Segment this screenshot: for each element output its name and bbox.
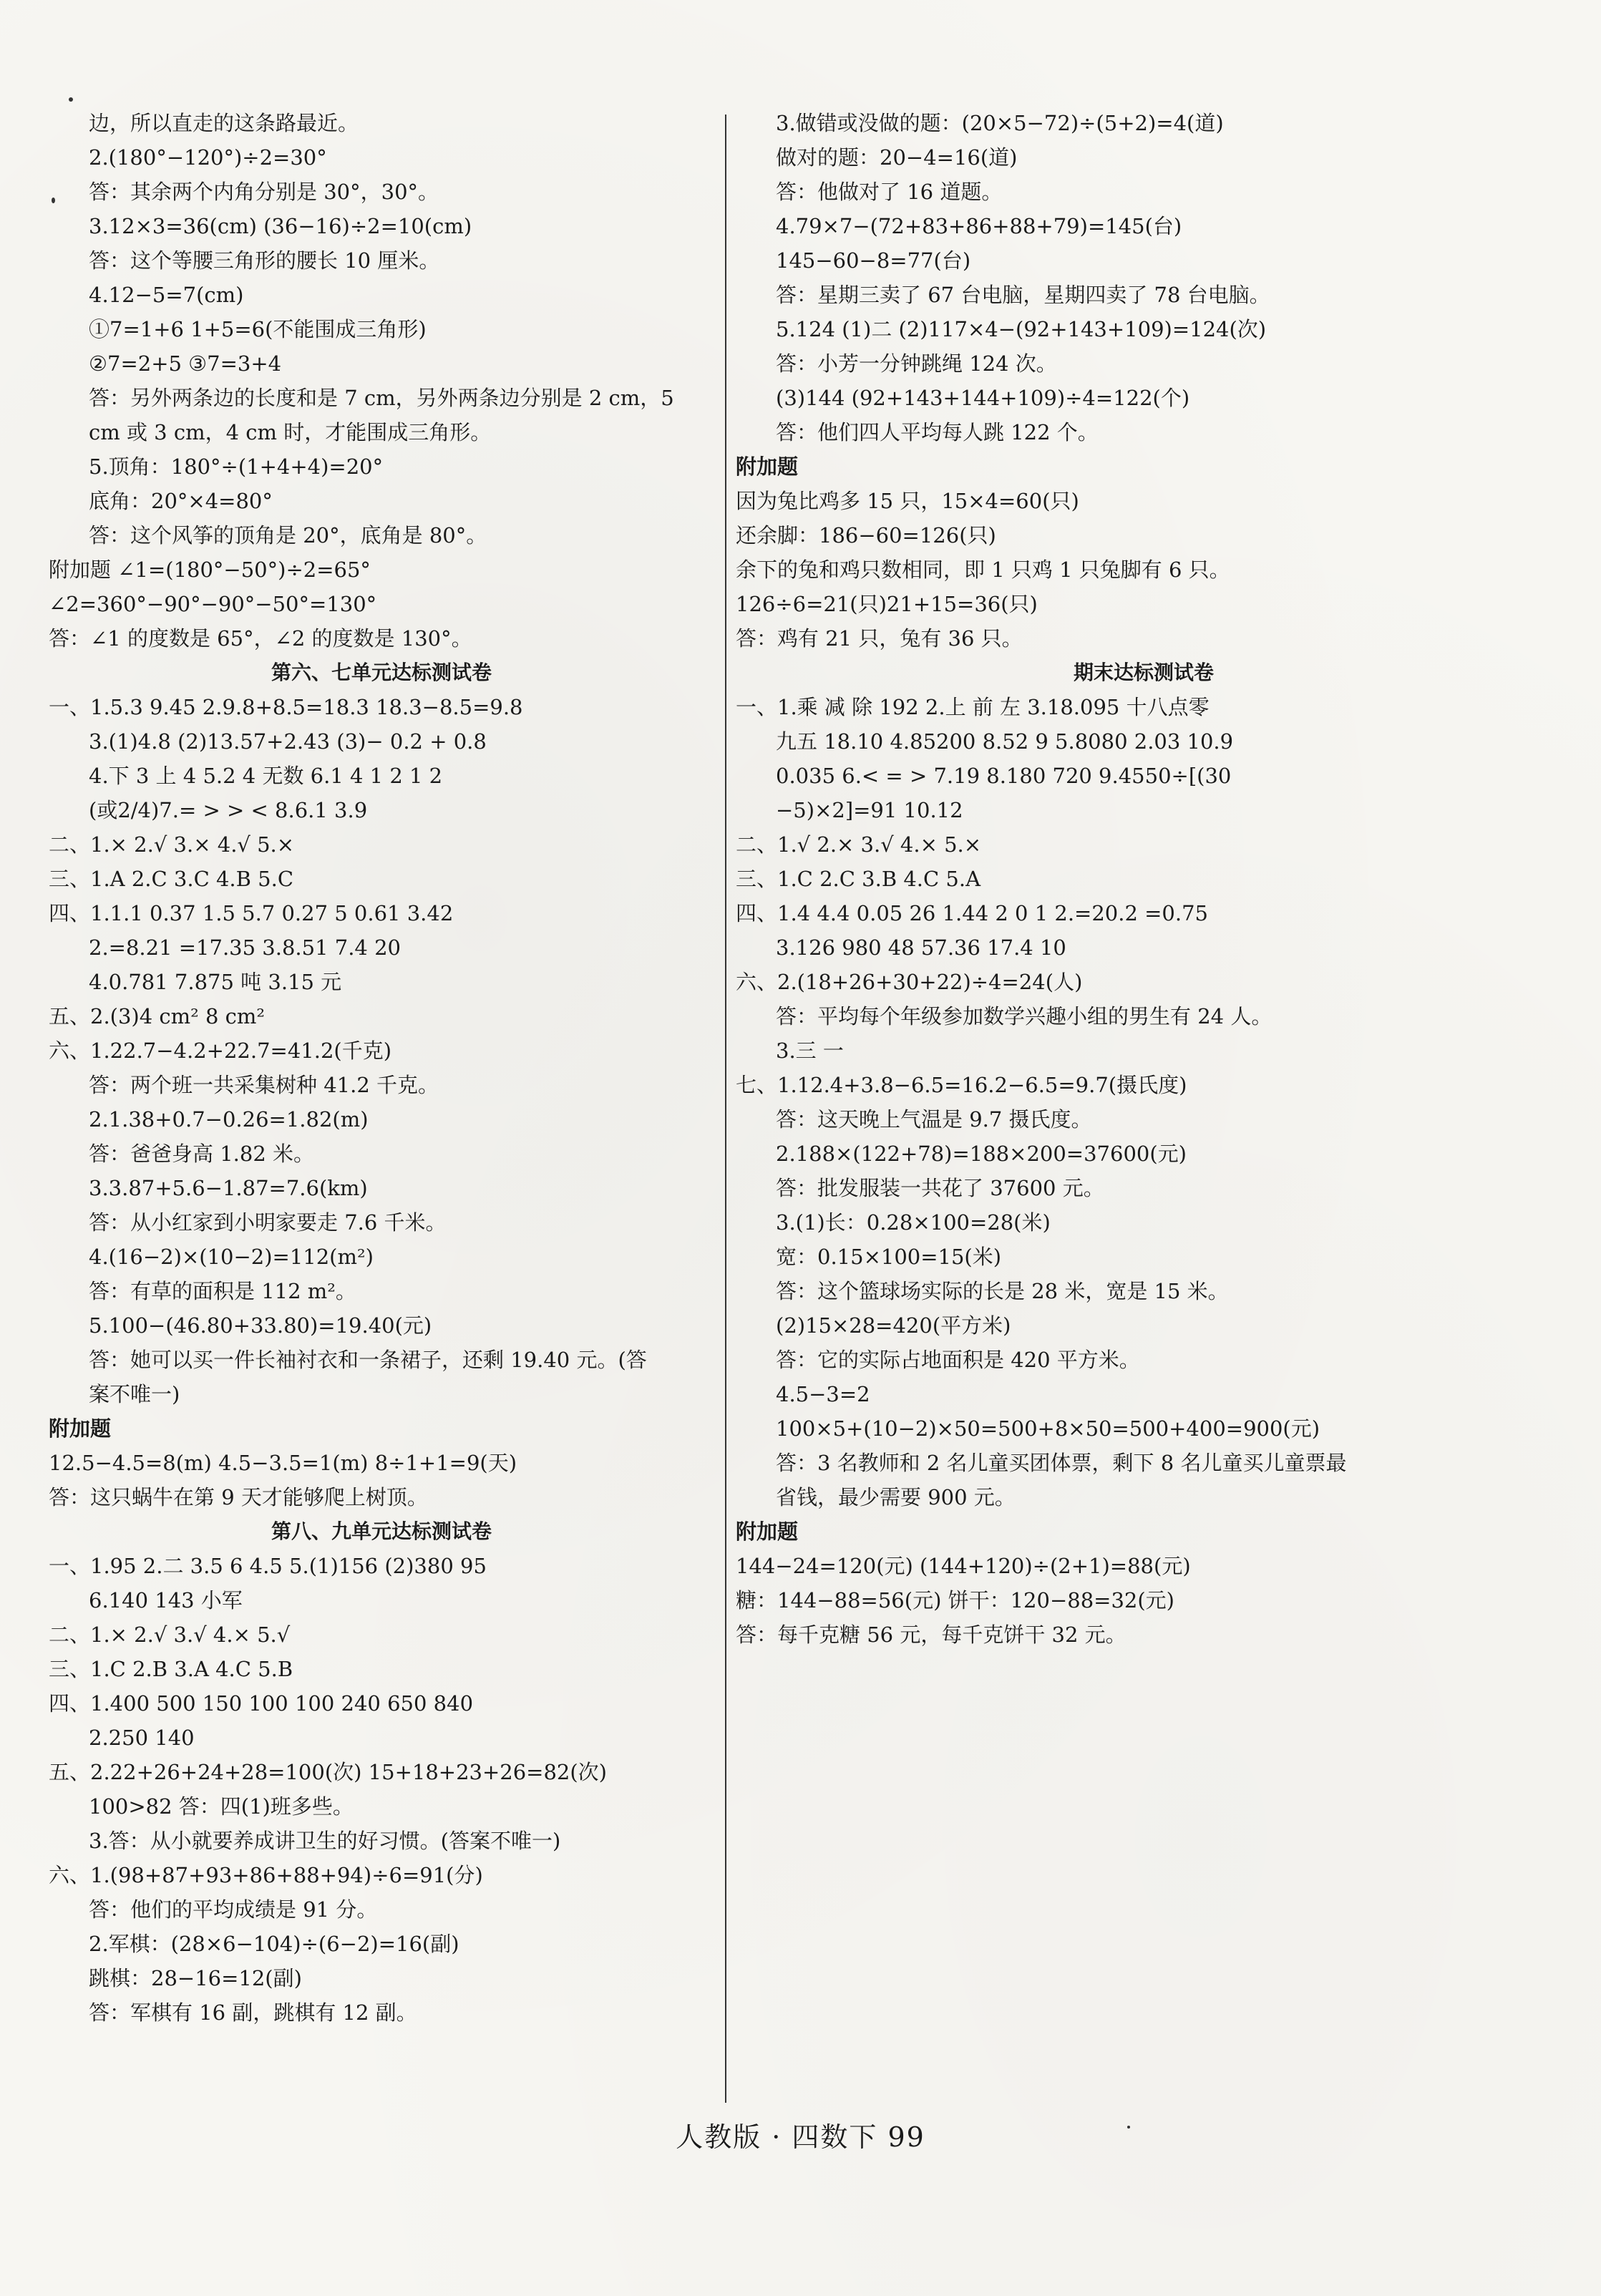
section-heading: 期末达标测试卷 — [1073, 661, 1214, 684]
answer-line: 3.做错或没做的题：(20×5−72)÷(5+2)=4(道) — [776, 111, 1224, 135]
answer-line: 二、1.× 2.√ 3.√ 4.× 5.√ — [49, 1623, 291, 1647]
answer-line: 五、2.22+26+24+28=100(次) 15+18+23+26=82(次) — [49, 1760, 607, 1784]
answer-line: 100>82 答：四(1)班多些。 — [89, 1794, 354, 1819]
answer-line: 附加题 — [49, 1416, 112, 1441]
answer-line: 3.(1)4.8 (2)13.57+2.43 (3)− 0.2 + 0.8 — [89, 729, 487, 754]
answer-line: 2.250 140 — [89, 1726, 195, 1750]
answer-line: 五、2.(3)4 cm² 8 cm² — [49, 1004, 266, 1028]
answer-line: 答：有草的面积是 112 m²。 — [89, 1279, 356, 1303]
answer-line: 4.0.781 7.875 吨 3.15 元 — [89, 970, 342, 994]
answer-line: (或2/4)7.= > > < 8.6.1 3.9 — [89, 798, 368, 822]
answer-line: 4.79×7−(72+83+86+88+79)=145(台) — [776, 214, 1182, 238]
answer-line: 2.1.38+0.7−0.26=1.82(m) — [89, 1107, 369, 1132]
answer-line: 答：这只蜗牛在第 9 天才能够爬上树顶。 — [49, 1485, 428, 1509]
section-heading: 第八、九单元达标测试卷 — [271, 1519, 492, 1543]
answer-line: 一、1.乘 减 除 192 2.上 前 左 3.18.095 十八点零 — [736, 695, 1210, 719]
answer-line: 六、1.22.7−4.2+22.7=41.2(千克) — [49, 1038, 392, 1063]
answer-line: 2.=8.21 =17.35 3.8.51 7.4 20 — [89, 935, 401, 960]
answer-line: 6.140 143 小军 — [89, 1588, 243, 1612]
answer-line: 宽：0.15×100=15(米) — [776, 1245, 1002, 1269]
answer-line: 3.3.87+5.6−1.87=7.6(km) — [89, 1176, 368, 1200]
answer-line: 145−60−8=77(台) — [776, 248, 971, 273]
answer-line: 答：它的实际占地面积是 420 平方米。 — [776, 1348, 1140, 1372]
right-column — [736, 106, 1552, 1652]
answer-line: 四、1.400 500 150 100 100 240 650 840 — [49, 1691, 474, 1716]
answer-line: ①7=1+6 1+5=6(不能围成三角形) — [89, 317, 427, 341]
answer-line: 答：他们四人平均每人跳 122 个。 — [776, 420, 1099, 444]
answer-line: 七、1.12.4+3.8−6.5=16.2−6.5=9.7(摄氏度) — [736, 1073, 1187, 1097]
answer-line: 答：小芳一分钟跳绳 124 次。 — [776, 351, 1057, 376]
answer-line: 附加题 ∠1=(180°−50°)÷2=65° — [49, 558, 371, 582]
section-heading: 第六、七单元达标测试卷 — [271, 661, 492, 684]
answer-line: ∠2=360°−90°−90°−50°=130° — [49, 592, 377, 616]
answer-line: 5.顶角：180°÷(1+4+4)=20° — [89, 454, 384, 479]
answer-line: 三、1.A 2.C 3.C 4.B 5.C — [49, 867, 294, 891]
answer-line: 答：这个篮球场实际的长是 28 米，宽是 15 米。 — [776, 1279, 1229, 1303]
answer-line: 答：鸡有 21 只，兔有 36 只。 — [736, 626, 1023, 651]
answer-line: 144−24=120(元) (144+120)÷(2+1)=88(元) — [736, 1554, 1191, 1578]
answer-line: 边，所以直走的这条路最近。 — [89, 111, 359, 135]
answer-line: 100×5+(10−2)×50=500+8×50=500+400=900(元) — [776, 1416, 1320, 1441]
answer-line: 底角：20°×4=80° — [89, 489, 273, 513]
answer-line: 答：每千克糖 56 元，每千克饼干 32 元。 — [736, 1623, 1126, 1647]
left-column — [49, 106, 714, 2030]
answer-line: 2.军棋：(28×6−104)÷(6−2)=16(副) — [89, 1932, 459, 1956]
answer-line: (2)15×28=420(平方米) — [776, 1313, 1011, 1338]
answer-line: 答：他做对了 16 道题。 — [776, 180, 1003, 204]
answer-line: 一、1.95 2.二 3.5 6 4.5 5.(1)156 (2)380 95 — [49, 1554, 487, 1578]
answer-line: 答：这天晚上气温是 9.7 摄氏度。 — [776, 1107, 1092, 1132]
answer-line: 2.(180°−120°)÷2=30° — [89, 145, 327, 170]
scan-speck — [1127, 2126, 1130, 2129]
column-divider — [725, 115, 726, 2103]
answer-line: 四、1.4 4.4 0.05 26 1.44 2 0 1 2.=20.2 =0.75 — [736, 901, 1209, 925]
answer-line: 附加题 — [736, 454, 799, 479]
answer-line: 余下的兔和鸡只数相同，即 1 只鸡 1 只兔脚有 6 只。 — [736, 558, 1230, 582]
answer-line: 答：军棋有 16 副，跳棋有 12 副。 — [89, 2000, 417, 2025]
answer-line: 案不唯一) — [89, 1382, 180, 1406]
answer-line: 答：从小红家到小明家要走 7.6 千米。 — [89, 1210, 447, 1235]
answer-line: 四、1.1.1 0.37 1.5 5.7 0.27 5 0.61 3.42 — [49, 901, 454, 925]
answer-line: 3.三 一 — [776, 1038, 844, 1063]
answer-line: 省钱，最少需要 900 元。 — [776, 1485, 1016, 1509]
answer-line: 糖：144−88=56(元) 饼干：120−88=32(元) — [736, 1588, 1174, 1612]
answer-line: 二、1.× 2.√ 3.× 4.√ 5.× — [49, 832, 295, 857]
answer-line: 4.下 3 上 4 5.2 4 无数 6.1 4 1 2 1 2 — [89, 764, 443, 788]
answer-line: 还余脚：186−60=126(只) — [736, 523, 996, 548]
answer-line: 附加题 — [736, 1519, 799, 1544]
answer-line: 3.12×3=36(cm) (36−16)÷2=10(cm) — [89, 214, 472, 238]
answer-line: 三、1.C 2.C 3.B 4.C 5.A — [736, 867, 981, 891]
scan-speck — [52, 198, 55, 203]
answer-line: 答：爸爸身高 1.82 米。 — [89, 1142, 315, 1166]
answer-line: 答：平均每个年级参加数学兴趣小组的男生有 24 人。 — [776, 1004, 1272, 1028]
answer-line: 答：这个等腰三角形的腰长 10 厘米。 — [89, 248, 440, 273]
page-footer: 人教版 · 四数下 99 — [676, 2121, 925, 2153]
answer-line: 3.答：从小就要养成讲卫生的好习惯。(答案不唯一) — [89, 1829, 561, 1853]
answer-line: 六、2.(18+26+30+22)÷4=24(人) — [736, 970, 1083, 994]
answer-line: 答：3 名教师和 2 名儿童买团体票，剩下 8 名儿童买儿童票最 — [776, 1451, 1347, 1475]
answer-line: 答：星期三卖了 67 台电脑，星期四卖了 78 台电脑。 — [776, 283, 1270, 307]
answer-line: 六、1.(98+87+93+86+88+94)÷6=91(分) — [49, 1863, 483, 1887]
scan-speck — [69, 97, 73, 102]
answer-line: 5.124 (1)二 (2)117×4−(92+143+109)=124(次) — [776, 317, 1267, 341]
answer-line: 4.5−3=2 — [776, 1382, 870, 1406]
answer-line: 一、1.5.3 9.45 2.9.8+8.5=18.3 18.3−8.5=9.8 — [49, 695, 523, 719]
answer-line: −5)×2]=91 10.12 — [776, 798, 963, 822]
answer-line: 126÷6=21(只)21+15=36(只) — [736, 592, 1038, 616]
answer-line: 二、1.√ 2.× 3.√ 4.× 5.× — [736, 832, 982, 857]
answer-line: 答：另外两条边的长度和是 7 cm，另外两条边分别是 2 cm，5 — [89, 386, 674, 410]
answer-line: 三、1.C 2.B 3.A 4.C 5.B — [49, 1657, 293, 1681]
answer-line: 5.100−(46.80+33.80)=19.40(元) — [89, 1313, 432, 1338]
answer-line: 答：其余两个内角分别是 30°，30°。 — [89, 180, 439, 204]
answer-line: 4.(16−2)×(10−2)=112(m²) — [89, 1245, 374, 1269]
answer-line: 九五 18.10 4.85200 8.52 9 5.8080 2.03 10.9 — [776, 729, 1234, 754]
answer-line: (3)144 (92+143+144+109)÷4=122(个) — [776, 386, 1190, 410]
answer-line: 答：批发服装一共花了 37600 元。 — [776, 1176, 1104, 1200]
answer-line: cm 或 3 cm，4 cm 时，才能围成三角形。 — [89, 420, 492, 444]
answer-line: 答：∠1 的度数是 65°，∠2 的度数是 130°。 — [49, 626, 472, 651]
answer-line: 4.12−5=7(cm) — [89, 283, 244, 307]
answer-line: 12.5−4.5=8(m) 4.5−3.5=1(m) 8÷1+1=9(天) — [49, 1451, 517, 1475]
answer-line: 答：两个班一共采集树种 41.2 千克。 — [89, 1073, 439, 1097]
answer-line: 0.035 6.< = > 7.19 8.180 720 9.4550÷[(30 — [776, 764, 1232, 788]
answer-line: 因为兔比鸡多 15 只，15×4=60(只) — [736, 489, 1079, 513]
answer-line: 2.188×(122+78)=188×200=37600(元) — [776, 1142, 1187, 1166]
answer-line: 答：她可以买一件长袖衬衣和一条裙子，还剩 19.40 元。(答 — [89, 1348, 647, 1372]
answer-line: 答：这个风筝的顶角是 20°，底角是 80°。 — [89, 523, 487, 548]
answer-line: 答：他们的平均成绩是 91 分。 — [89, 1897, 378, 1922]
answer-line: 3.(1)长：0.28×100=28(米) — [776, 1210, 1051, 1235]
answer-line: 3.126 980 48 57.36 17.4 10 — [776, 935, 1066, 960]
answer-line: 做对的题：20−4=16(道) — [776, 145, 1018, 170]
answer-line: ②7=2+5 ③7=3+4 — [89, 351, 282, 376]
answer-line: 跳棋：28−16=12(副) — [89, 1966, 302, 1990]
